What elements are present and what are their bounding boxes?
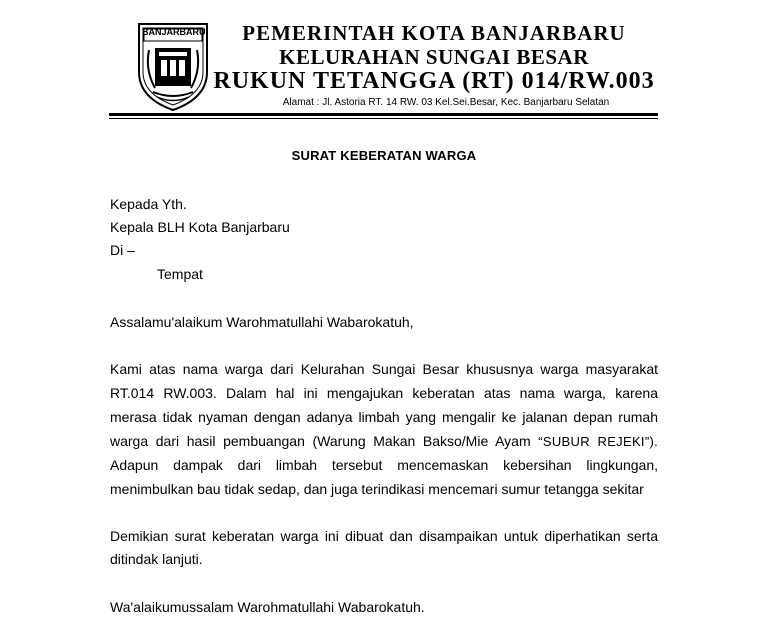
body-line-3: merasa tidak nyaman dengan adanya limbah yang mengalir ke jalanan depan rumah: [110, 409, 658, 425]
recipient-line-4: Tempat: [157, 266, 203, 282]
letterhead-rule-thick: [109, 113, 658, 116]
recipient-line-1: Kepada Yth.: [110, 196, 187, 212]
letterhead-government: PEMERINTAH KOTA BANJARBARU: [242, 21, 626, 45]
letterhead-kelurahan: KELURAHAN SUNGAI BESAR: [279, 45, 589, 69]
letterhead: [0, 0, 768, 125]
body-line-4-text: warga dari hasil pembuangan (Warung Makan Bakso/Mie Ayam: [110, 433, 531, 449]
body-line-6: menimbulkan bau tidak sedap, dan juga terindikasi mencemari sumur tetangga sekitar: [110, 481, 644, 497]
business-name: “SUBUR REJEKI”).: [538, 434, 659, 449]
body-line-4: [110, 433, 658, 449]
body-line-1: Kami atas nama warga dari Kelurahan Sungai Besar khususnya warga masyarakat: [110, 361, 658, 377]
body-line-2: RT.014 RW.003. Dalam hal ini mengajukan keberatan atas nama warga, karena: [110, 385, 658, 401]
letterhead-rt-rw: RUKUN TETANGGA (RT) 014/RW.003: [213, 68, 655, 94]
letter-title: SURAT KEBERATAN WARGA: [291, 148, 477, 163]
greeting: Assalamu'alaikum Warohmatullahi Wabarokatuh,: [110, 314, 414, 330]
farewell: Wa'alaikumussalam Warohmatullahi Wabarokatuh.: [110, 599, 425, 615]
closing-line-2: ditindak lanjuti.: [110, 551, 203, 567]
recipient-line-2: Kepala BLH Kota Banjarbaru: [110, 219, 290, 235]
letterhead-rule-thin: [109, 118, 658, 119]
body-line-5: Adapun dampak dari limbah tersebut mencemaskan kebersihan lingkungan,: [110, 457, 658, 473]
logo-label: BANJARBARU: [142, 27, 206, 37]
letterhead-address: Alamat : Jl. Astoria RT. 14 RW. 03 Kel.Sei.Besar, Kec. Banjarbaru Selatan: [282, 97, 610, 108]
closing-line-1: Demikian surat keberatan warga ini dibuat dan disampaikan untuk diperhatikan serta: [110, 528, 658, 544]
recipient-line-3: Di –: [110, 242, 135, 258]
